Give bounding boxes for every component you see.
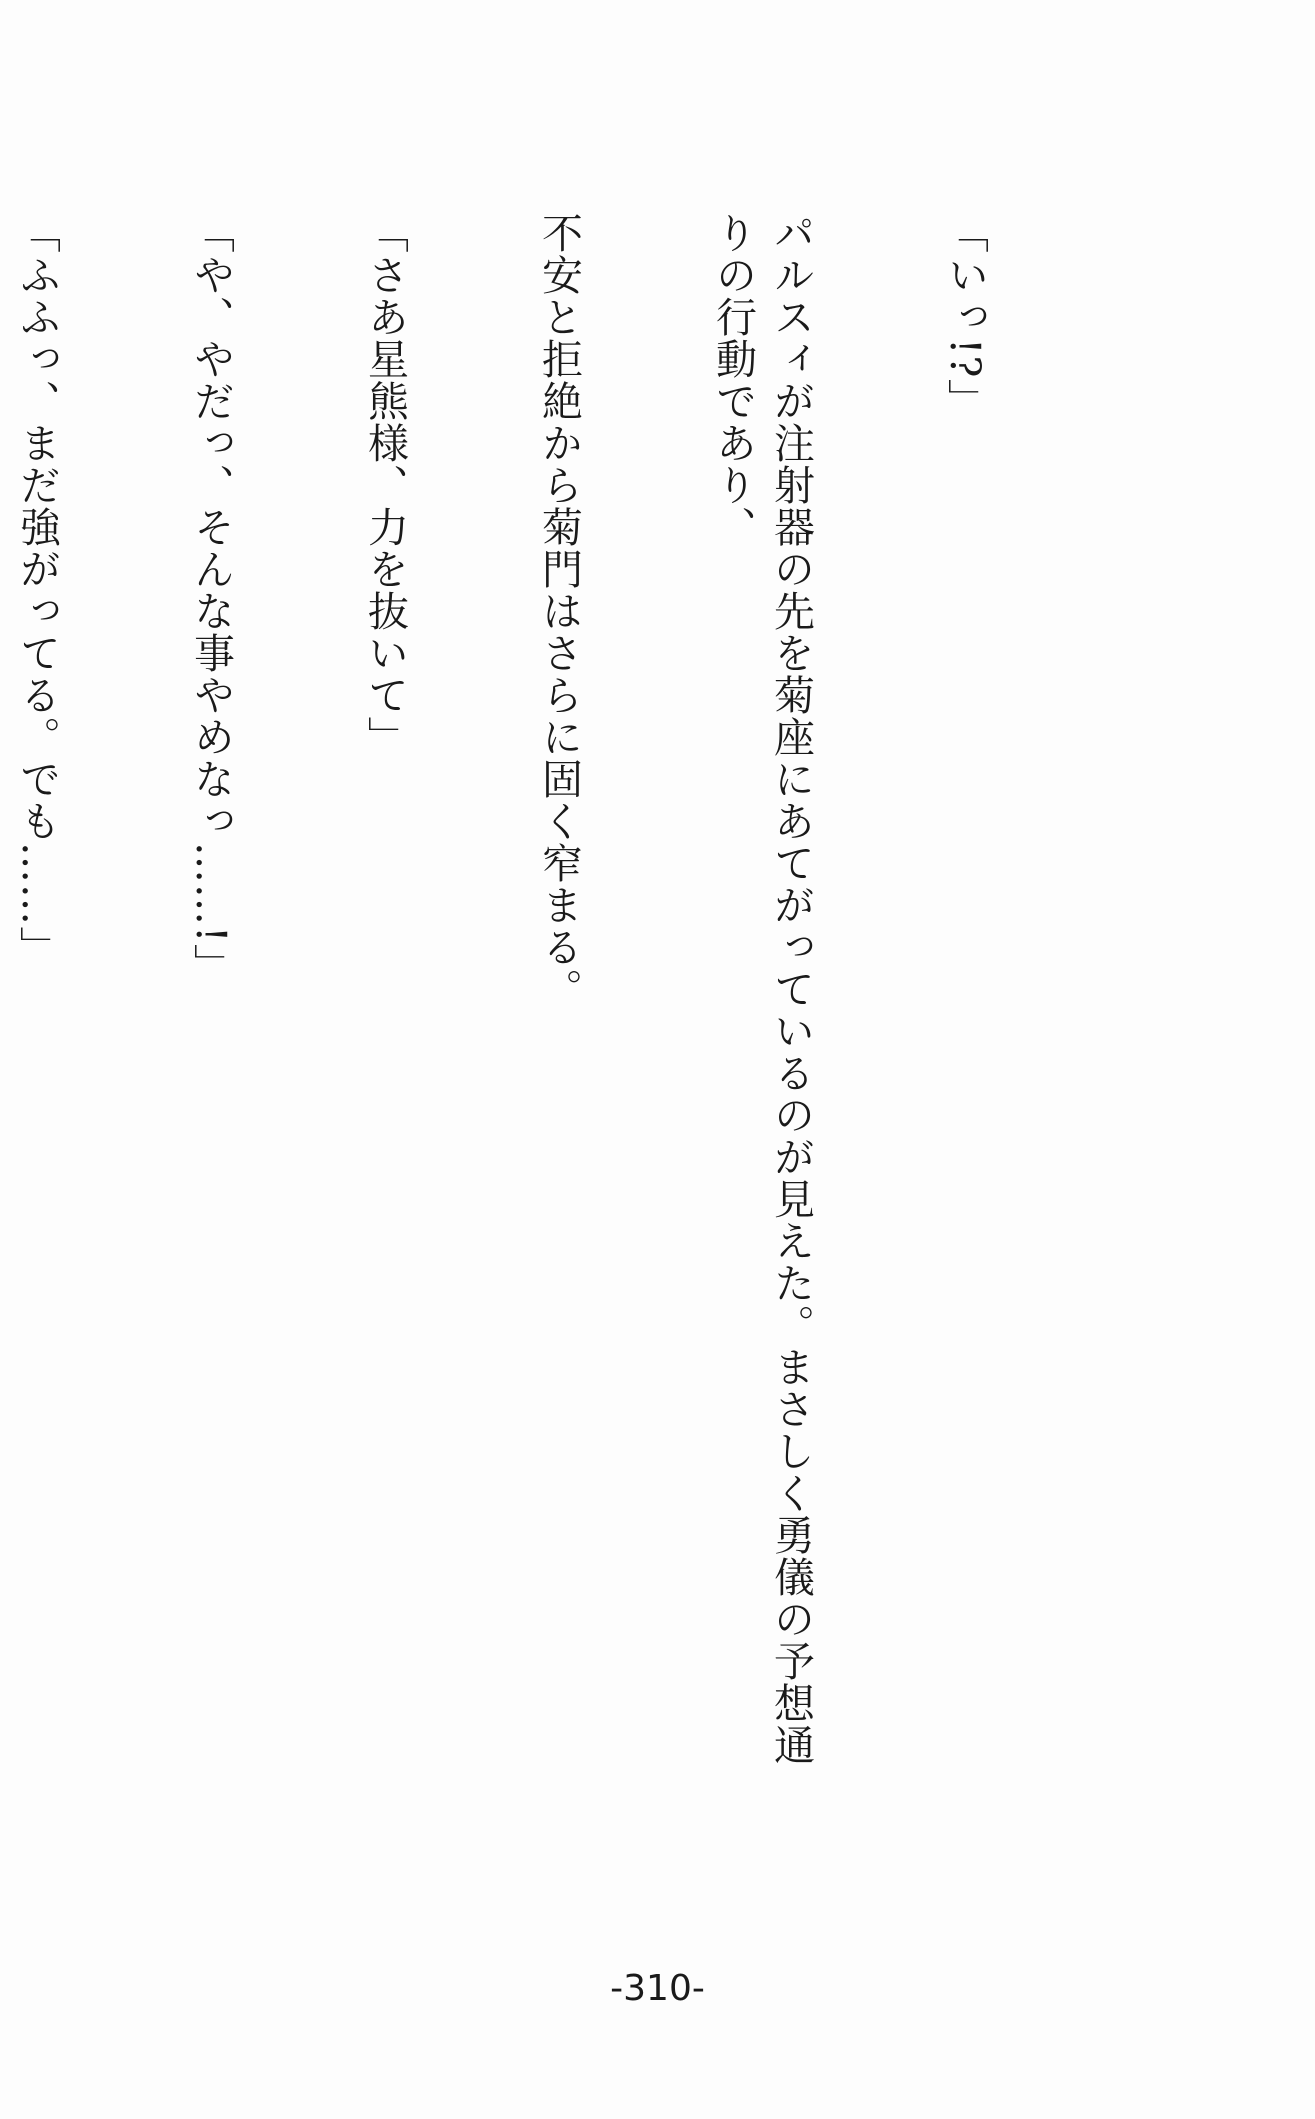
page-number: -310-: [610, 1968, 705, 2009]
vertical-text-body: [0, 212, 1110, 1772]
text-line: 「いっ!?」: [941, 212, 989, 421]
text-line: パルスィが注射器の先を菊座にあてがっているのが見えた。まさしく勇儀の予想通りの行動であり、: [709, 212, 815, 1766]
text-line: 「さあ星熊様、力を抜いて」: [361, 212, 409, 758]
text-line: 「や、やだっ、そんな事やめなっ……!」: [187, 212, 235, 986]
text-line: 不安と拒絶から菊門はさらに固く窄まる。: [535, 212, 583, 1010]
text-line: 「ふふっ、まだ強がってる。でも……」: [13, 212, 61, 968]
